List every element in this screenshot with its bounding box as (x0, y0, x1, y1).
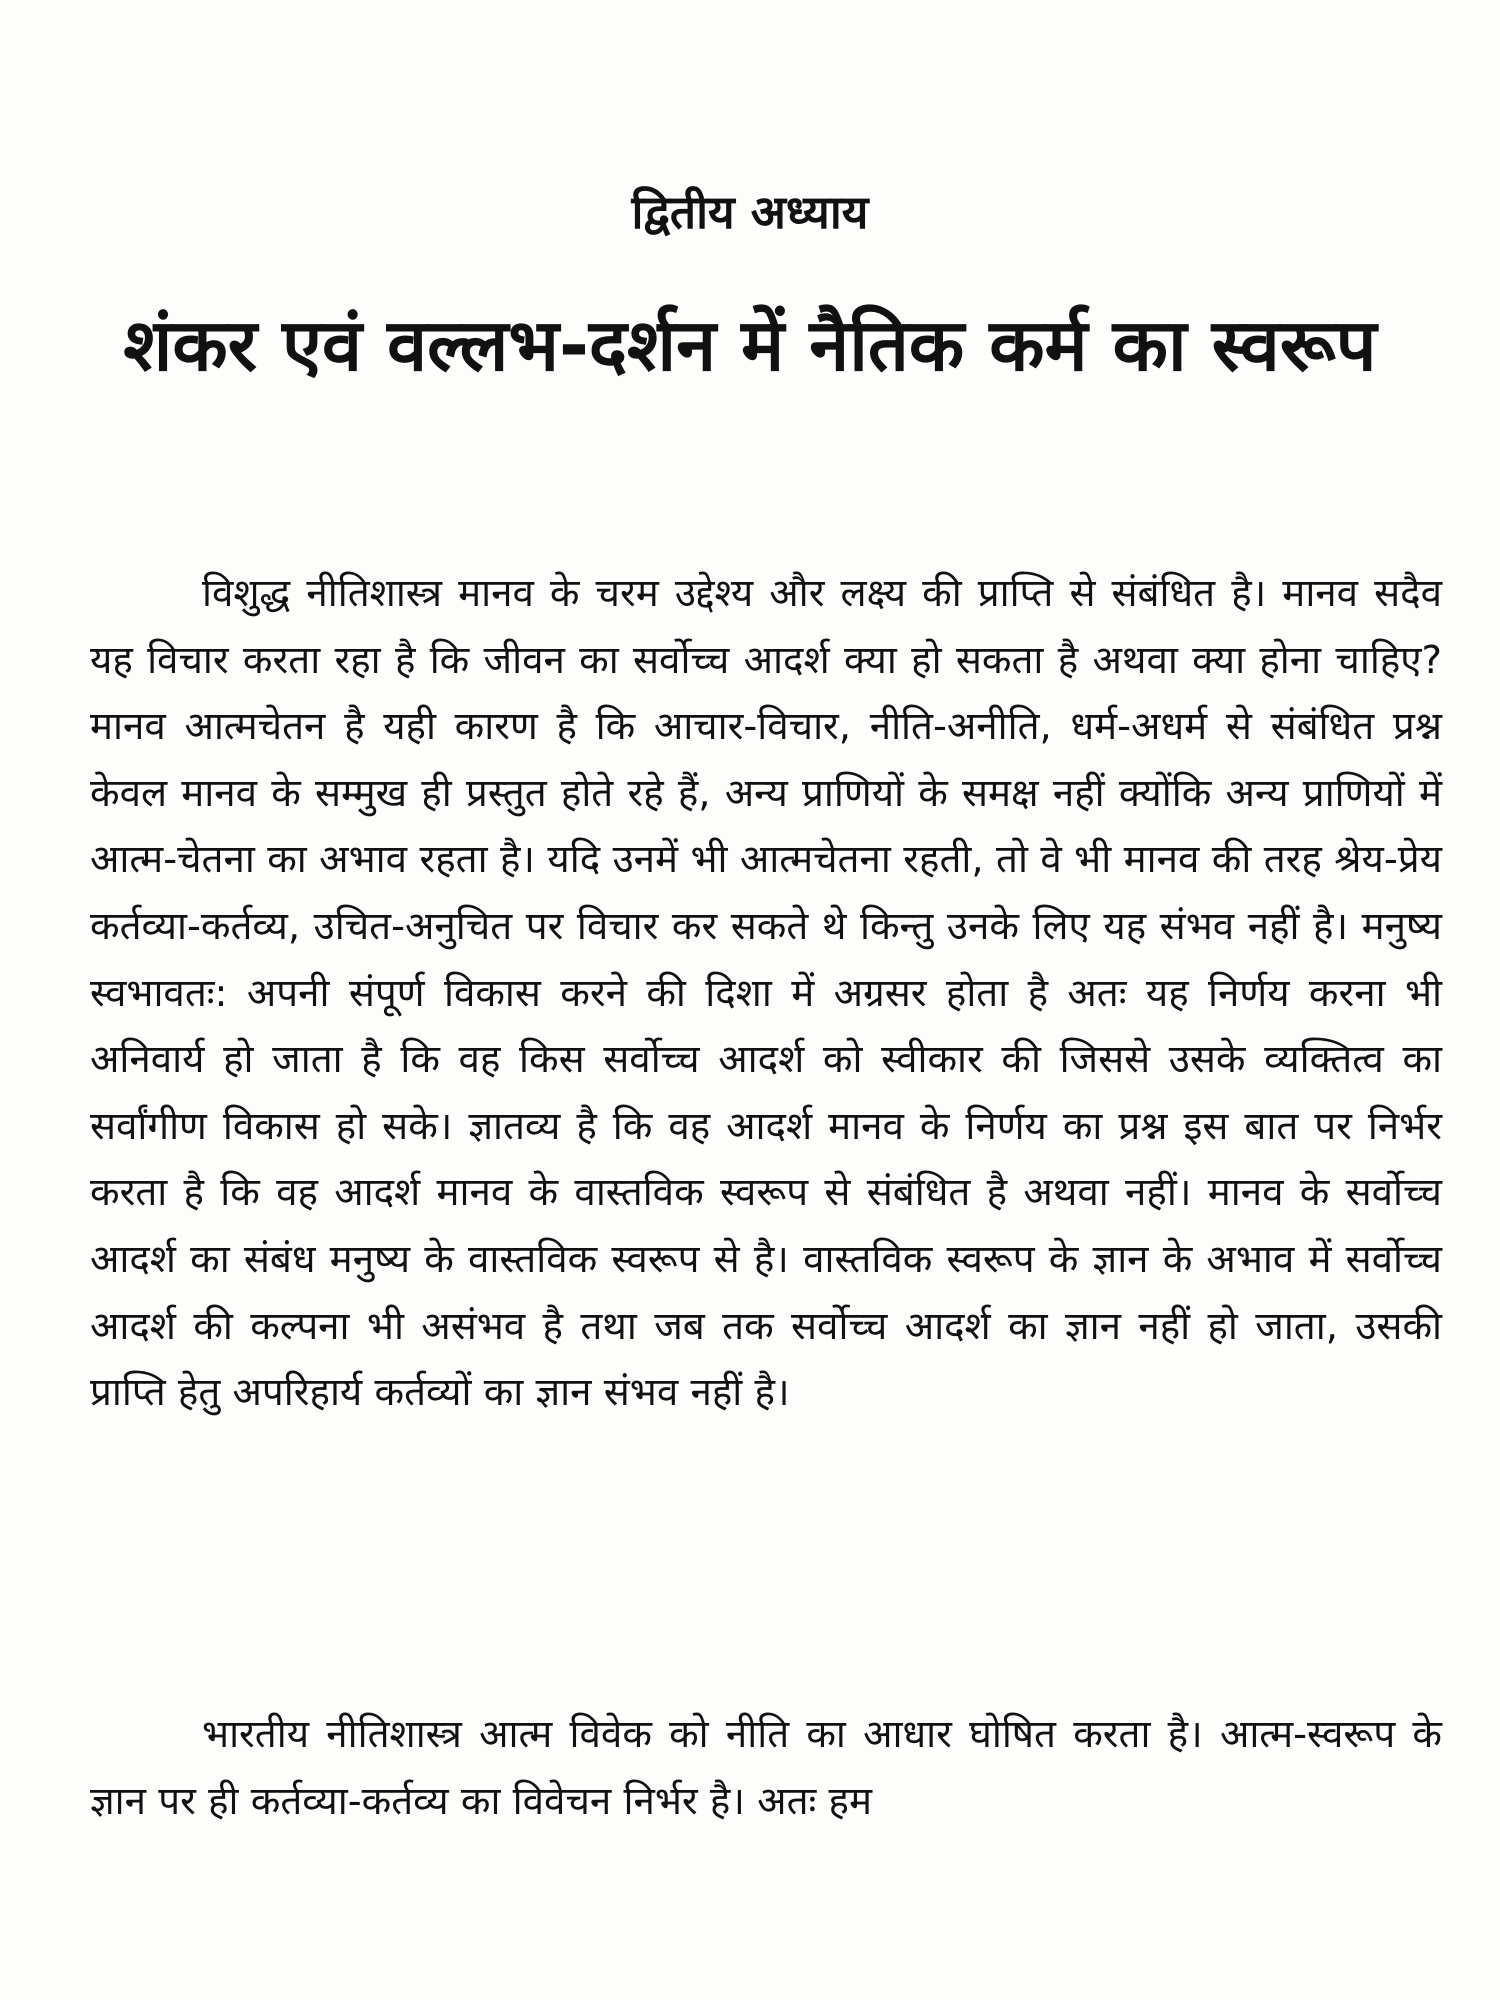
body-paragraph-2: भारतीय नीतिशास्त्र आत्म विवेक को नीति का आधार घोषित करता है। आत्म-स्वरूप के ज्ञान पर ही कर्तव्या-कर्तव्य का विवेचन निर्भर है। अतः हम (90, 1712, 1442, 1824)
chapter-title: शंकर एवं वल्लभ-दर्शन में नैतिक कर्म का स्वरूप (123, 303, 1377, 387)
body-paragraph-1: विशुद्ध नीतिशास्त्र मानव के चरम उद्देश्य और लक्ष्य की प्राप्ति से संबंधित है। मानव सदैव यह विचार करता रहा है कि जीवन का सर्वोच्च आदर्श क्या हो सकता है अथवा क्या होना चाहिए? मानव आत्मचेतन है यही कारण है कि आचार-विचार, नीति-अनीति, धर्म-अधर्म से संबंधित प्रश्न केवल मानव के सम्मुख ही प्रस्तुत होते रहे हैं, अन्य प्राणियों के समक्ष नहीं क्योंकि अन्य प्राणियों में आत्म-चेतना का अभाव रहता है। यदि उनमें भी आत्मचेतना रहती, तो वे भी मानव की तरह श्रेय-प्रेय कर्तव्या-कर्तव्य, उचित-अनुचित पर विचार कर सकते थे किन्तु उनके लिए यह संभव नहीं है। मनुष्य स्वभावतः: अपनी संपूर्ण विकास करने की दिशा में अग्रसर होता है अतः यह निर्णय करना भी अनिवार्य हो जाता है कि वह किस सर्वोच्च आदर्श को स्वीकार की जिससे उसके व्यक्तित्व का सर्वांगीण विकास हो सके। ज्ञातव्य है कि वह आदर्श मानव के निर्णय का प्रश्न इस बात पर निर्भर करता है कि वह आदर्श मानव के वास्तविक स्वरूप से संबंधित है अथवा नहीं। मानव के सर्वोच्च आदर्श का संबंध मनुष्य के वास्तविक स्वरूप से है। वास्तविक स्वरूप के ज्ञान के अभाव में सर्वोच्च आदर्श की कल्पना भी असंभव है तथा जब तक सर्वोच्च आदर्श का ज्ञान नहीं हो जाता, उसकी प्राप्ति हेतु अपरिहार्य कर्तव्यों का ज्ञान संभव नहीं है। (90, 571, 1442, 1416)
chapter-label: द्वितीय अध्याय (631, 185, 869, 239)
